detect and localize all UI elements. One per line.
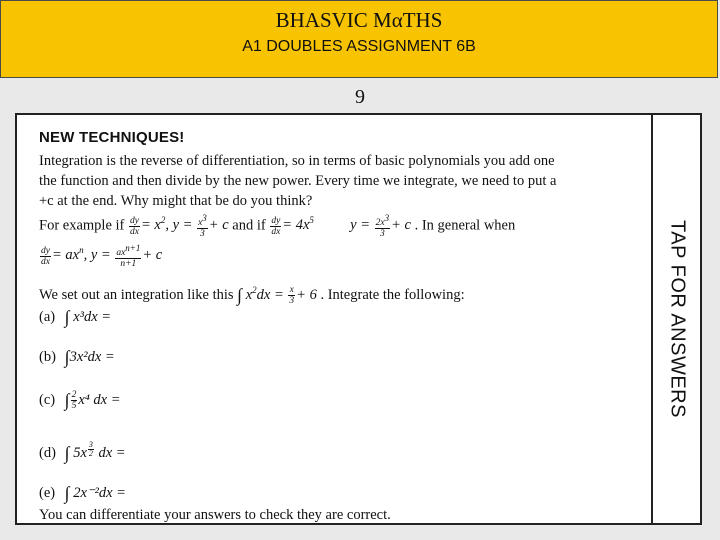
question-b-label: (b) bbox=[39, 349, 56, 365]
page-title: BHASVIC MαTHS bbox=[275, 8, 443, 32]
question-content bbox=[17, 115, 653, 523]
example-1-equation: $\frac{dy}{dx}$ = $x^2$, y = $\frac{x^3}{3}$ + c bbox=[130, 213, 233, 240]
tap-for-answers-label: TAP FOR ANSWERS bbox=[666, 220, 688, 418]
setout-suffix: . Integrate the following: bbox=[320, 287, 465, 303]
question-c-expr: x⁴ dx = bbox=[78, 392, 121, 408]
page-subtitle: A1 DOUBLES ASSIGNMENT 6B bbox=[242, 38, 476, 55]
example-and-if: and if bbox=[232, 217, 266, 234]
question-c: (c) ∫ $\frac{2}{5}$ x⁴ dx = bbox=[39, 390, 121, 412]
setout-line bbox=[39, 285, 465, 306]
question-e-label: (e) bbox=[39, 485, 56, 501]
tap-for-answers-button[interactable] bbox=[653, 115, 700, 523]
setout-equation: ∫ $x^2dx$ = $\frac{x}{3}$ + 6 bbox=[237, 285, 321, 307]
example-in-general: . In general when bbox=[414, 217, 516, 234]
question-b-expr: 3x²dx = bbox=[69, 349, 115, 365]
question-c-label: (c) bbox=[39, 392, 56, 408]
example-2-equation: $\frac{dy}{dx}$ = $4x^5$ y = $\frac{2x^3}{3}$ + c bbox=[271, 213, 415, 240]
example-prefix: For example if bbox=[39, 217, 125, 234]
question-a-expr: x³dx = bbox=[73, 309, 112, 325]
section-heading: NEW TECHNIQUES! bbox=[39, 129, 185, 146]
question-d-label: (d) bbox=[39, 445, 56, 462]
setout-prefix: We set out an integration like this bbox=[39, 287, 234, 303]
intro-line-1: Integration is the reverse of differentiation, so in terms of basic polynomials you add one bbox=[39, 153, 555, 169]
intro-line-3: +c at the end. Why might that be do you think? bbox=[39, 193, 313, 209]
example-line bbox=[39, 213, 515, 239]
question-d-expr: dx = bbox=[98, 445, 126, 462]
intro-line-2: the function and then divide by the new power. Every time we integrate, we need to put a bbox=[39, 173, 557, 189]
footer-note: You can differentiate your answers to check they are correct. bbox=[39, 507, 391, 523]
question-panel bbox=[15, 113, 702, 525]
question-a-label: (a) bbox=[39, 309, 56, 325]
general-rule: $\frac{dy}{dx}$ = $ax^n$, y = $\frac{ax^{n+1}}{n+1}$ + c bbox=[41, 243, 163, 270]
slide-number: 9 bbox=[355, 86, 365, 108]
title-banner bbox=[0, 0, 718, 78]
question-e: (e) ∫ 2x⁻²dx = bbox=[39, 483, 126, 503]
question-b: (b) ∫3x²dx = bbox=[39, 347, 115, 367]
question-a: (a) ∫ x³dx = bbox=[39, 307, 112, 327]
question-d: (d) ∫ 5x $^{\frac{3}{2}}$ dx = bbox=[39, 440, 126, 464]
question-e-expr: 2x⁻²dx = bbox=[73, 485, 126, 501]
